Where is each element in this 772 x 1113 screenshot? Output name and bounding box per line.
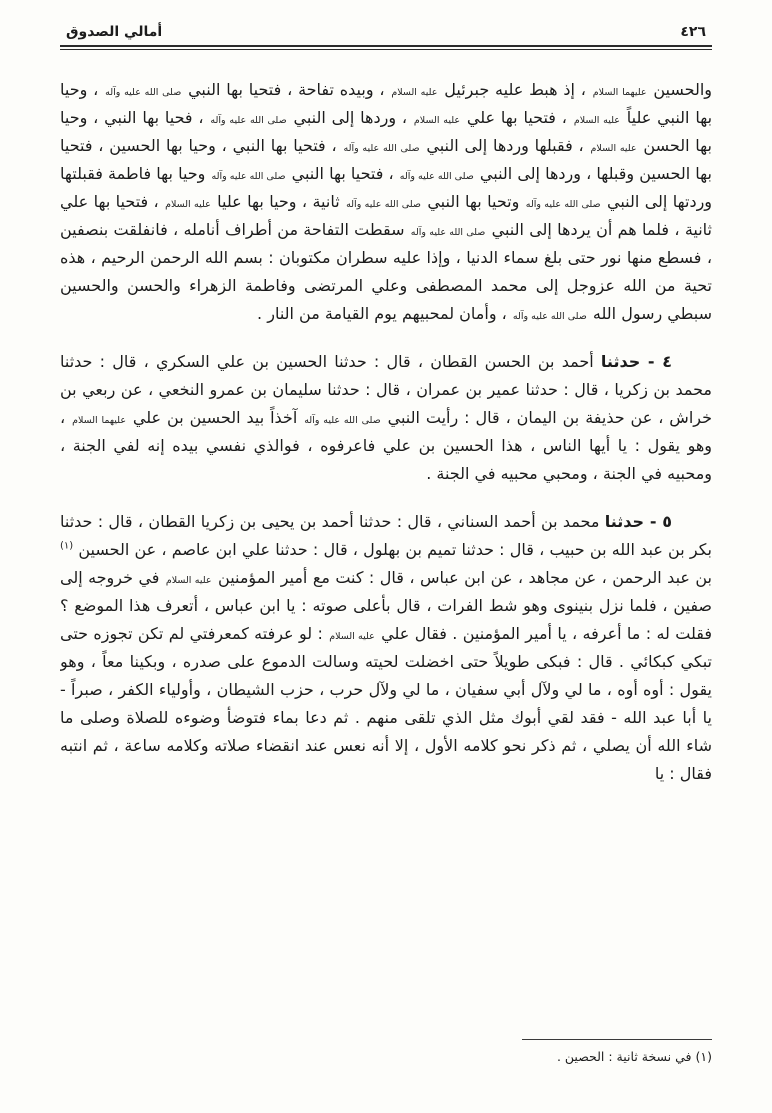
honorific-mark: صلى الله عليه وآله: [399, 171, 474, 182]
honorific-mark: صلى الله عليه وآله: [343, 143, 420, 154]
honorific-mark: صلى الله عليه وآله: [410, 227, 486, 238]
honorific-mark: صلى الله عليه وآله: [211, 171, 286, 182]
paragraph: والحسين عليهما السلام ، إذ هبط عليه جبرئيل عليه السلام ، وبيده تفاحة ، فتحيا بها النبي صلى الله عليه وآله ، وحيا بها النبي علياً عليه السلام ، فتحيا بها علي عليه السلام ، وردها إلى النبي صلى الله عليه وآله ، فحيا بها النبي ، وحيا بها الحسن عليه السلام ، فقبلها وردها إلى النبي صلى الله عليه وآله ، فتحيا بها النبي ، وحيا بها الحسين ، فتحيا بها الحسين وقبلها ، وردها إلى النبي صلى الله عليه وآله ، فتحيا بها النبي صلى الله عليه وآله وحيا بها فاطمة فقبلتها وردتها إلى النبي صلى الله عليه وآله وتحيا بها النبي صلى الله عليه وآله ثانية ، وحيا بها عليا عليه السلام ، فتحيا بها علي ثانية ، فلما هم أن يردها إلى النبي صلى الله عليه وآله سقطت التفاحة من أطراف أنامله ، فانفلقت بنصفين ، فسطع منها نور حتى بلغ سماء الدنيا ، وإذا عليه سطران مكتوبان : بسم الله الرحمن الرحيم ، هذه تحية من الله عزوجل إلى محمد المصطفى وعلي المرتضى وفاطمة الزهراء والحسن والحسين سبطي رسول الله صلى الله عليه وآله ، وأمان لمحبيهم يوم القيامة من النار .: [60, 80, 712, 323]
honorific-mark: صلى الله عليه وآله: [105, 87, 182, 98]
honorific-mark: صلى الله عليه وآله: [512, 311, 587, 322]
honorific-mark: عليه السلام: [165, 199, 211, 210]
hadith-number: ٥ - حدثنا: [604, 512, 673, 531]
hadith-number: ٤ - حدثنا: [600, 352, 673, 371]
honorific-mark: عليه السلام: [590, 143, 637, 154]
page-number: ٤٢٦: [680, 24, 706, 40]
footnote-separator: [522, 1039, 712, 1040]
honorific-mark: عليه السلام: [413, 115, 461, 126]
footnote-ref: (١): [60, 540, 74, 552]
honorific-mark: عليه السلام: [329, 631, 375, 642]
honorific-mark: صلى الله عليه وآله: [346, 199, 421, 210]
book-title: أمالي الصدوق: [66, 24, 163, 40]
honorific-mark: عليهما السلام: [72, 415, 126, 426]
honorific-mark: عليه السلام: [391, 87, 438, 98]
honorific-mark: صلى الله عليه وآله: [210, 115, 287, 126]
paragraph: ٥ - حدثنا محمد بن أحمد السناني ، قال : حدثنا أحمد بن يحيى بن زكريا القطان ، قال : حدثنا بكر بن عبد الله بن حبيب ، قال : حدثنا تميم بن بهلول ، قال : حدثنا علي ابن عاصم ، عن الحسين $^{(١)}$ بن عبد الرحمن ، عن مجاهد ، عن ابن عباس ، قال : كنت مع أمير المؤمنين عليه السلام في خروجه إلى صفين ، فلما نزل بنينوى وهو شط الفرات ، قال بأعلى صوته : يا ابن عباس ، أتعرف هذا الموضع ؟ فقلت له : ما أعرفه ، يا أمير المؤمنين . فقال علي عليه السلام : لو عرفته كمعرفتي لم تكن تجوزه حتى تبكي كبكائي . قال : فبكى طويلاً حتى اخضلت لحيته وسالت الدموع على صدره ، وبكينا معاً ، وهو يقول : أوه أوه ، ما لي ولآل أبي سفيان ، ما لي ولآل حرب ، حزب الشيطان ، وأولياء الكفر ، صبراً - يا أبا عبد الله - فقد لقي أبوك مثل الذي تلقى منهم . ثم دعا بماء فتوضأ وضوءه للصلاة وصلى ما شاء الله أن يصلي ، ثم ذكر نحو كلامه الأول ، إلا أنه نعس عند انقضاء صلاته وكلامه ساعة ، ثم انتبه فقال : يا: [60, 512, 712, 783]
paragraph: ٤ - حدثنا أحمد بن الحسن القطان ، قال : حدثنا الحسين بن علي السكري ، قال : حدثنا محمد بن زكريا ، قال : حدثنا عمير بن عمران ، قال : حدثنا سليمان بن عمرو النخعي ، عن ربعي بن خراش ، عن حذيفة بن اليمان ، قال : رأيت النبي صلى الله عليه وآله آخذاً بيد الحسين بن علي عليهما السلام ، وهو يقول : يا أيها الناس ، هذا الحسين بن علي فاعرفوه ، فوالذي نفسي بيده إنه لفي الجنة ، ومحبيه في الجنة ، ومحبي محبيه في الجنة .: [60, 352, 712, 483]
footnote-text: (١) في نسخة ثانية : الحصين .: [556, 1049, 712, 1064]
honorific-mark: صلى الله عليه وآله: [304, 415, 381, 426]
page-header: [60, 24, 712, 45]
body-paragraphs: [60, 76, 712, 1031]
honorific-mark: عليهما السلام: [592, 87, 647, 98]
footnote: [60, 1031, 712, 1067]
honorific-mark: صلى الله عليه وآله: [525, 199, 601, 210]
honorific-mark: عليه السلام: [165, 575, 212, 586]
honorific-mark: عليه السلام: [573, 115, 620, 126]
header-rule: [60, 45, 712, 50]
